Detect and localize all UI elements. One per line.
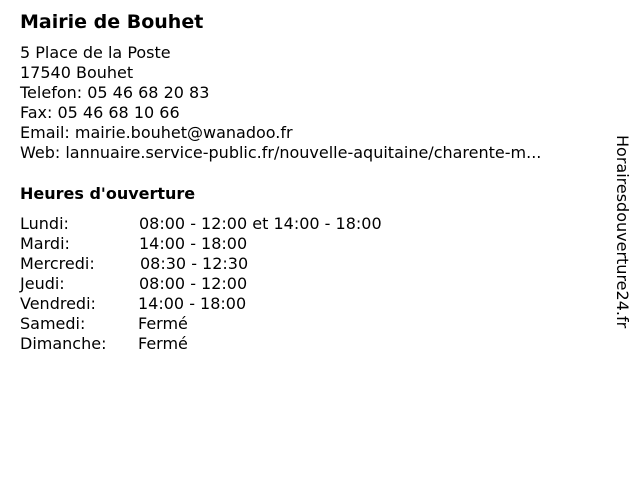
email-address: Email: mairie.bouhet@wanadoo.fr (20, 123, 293, 142)
street-address: 5 Place de la Poste (20, 43, 171, 62)
time-value: Fermé (138, 334, 188, 353)
day-label: Samedi: (20, 314, 86, 333)
day-label: Dimanche: (20, 334, 107, 353)
time-value: 08:00 - 12:00 et 14:00 - 18:00 (139, 214, 382, 233)
city-address: 17540 Bouhet (20, 63, 134, 82)
website-url: Web: lannuaire.service-public.fr/nouvelle-aquitaine/charente-m... (20, 143, 542, 162)
day-label: Mercredi: (20, 254, 95, 273)
day-label: Lundi: (20, 214, 69, 233)
contact-block (20, 43, 541, 163)
time-value: 08:30 - 12:30 (140, 254, 249, 273)
day-label: Mardi: (20, 234, 70, 253)
page-title: Mairie de Bouhet (20, 11, 204, 33)
time-value: Fermé (138, 314, 188, 333)
day-label: Jeudi: (20, 274, 65, 293)
phone-number: Telefon: 05 46 68 20 83 (20, 83, 210, 102)
time-value: 08:00 - 12:00 (139, 274, 248, 293)
opening-hours-heading: Heures d'ouverture (20, 184, 196, 203)
site-brand-watermark: Horairesdouverture24.fr (613, 135, 632, 329)
day-label: Vendredi: (20, 294, 96, 313)
fax-number: Fax: 05 46 68 10 66 (20, 103, 180, 122)
time-value: 14:00 - 18:00 (138, 294, 247, 313)
time-value: 14:00 - 18:00 (139, 234, 248, 253)
